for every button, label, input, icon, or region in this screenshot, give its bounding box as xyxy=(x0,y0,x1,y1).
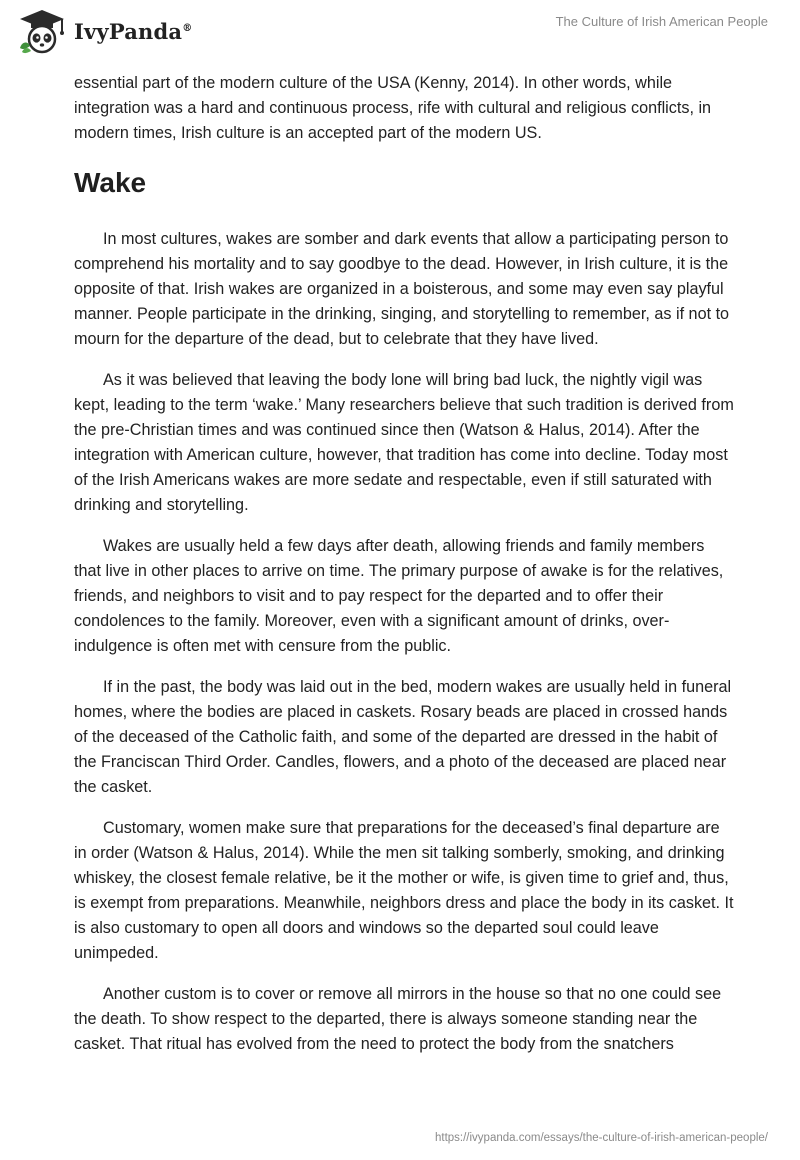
paragraph-continuation: essential part of the modern culture of the USA (Kenny, 2014). In other words, while integration was a hard and continuous process, rife with cultural and religious conflicts, in modern times, Irish culture is an accepted part of the modern US. xyxy=(74,74,712,142)
paragraph: Wakes are usually held a few days after death, allowing friends and family members that live in other places to arrive on time. The primary purpose of awake is for the relatives, friends, and neighbors to visit and to pay respect for the departed and to offer their condolences to the family. Moreover, even with a significant amount of drinks, over-indulgence is often met with censure from the public. xyxy=(74,537,724,655)
paragraph: Customary, women make sure that preparations for the deceased’s final departure are in order (Watson & Halus, 2014). While the men sit talking somberly, smoking, and drinking whiskey, the closest female relative, be it the mother or wife, is given time to grief and, thus, is exempt from preparations. Meanwhile, neighbors dress and place the body in its casket. It is also customary to open all doors and windows so the departed soul could leave unimpeded. xyxy=(74,819,734,962)
document-title: The Culture of Irish American People xyxy=(555,14,768,29)
page-header xyxy=(0,0,800,70)
paragraph: Another custom is to cover or remove all mirrors in the house so that no one could see the death. To show respect to the departed, there is always someone standing near the casket. That ritual has evolved from the need to protect the body from the snatchers xyxy=(74,985,722,1053)
article-body xyxy=(74,71,734,1073)
section-heading: Wake xyxy=(74,167,147,198)
source-url[interactable]: https://ivypanda.com/essays/the-culture-of-irish-american-people/ xyxy=(434,1132,768,1144)
ivypanda-logo[interactable] xyxy=(16,8,192,54)
brand-name: IvyPanda® xyxy=(74,18,193,44)
panda-graduate-icon xyxy=(16,8,68,54)
paragraph: If in the past, the body was laid out in the bed, modern wakes are usually held in funeral homes, where the bodies are placed in caskets. Rosary beads are placed in crossed hands of the deceased of the Catholic faith, and some of the departed are dressed in the habit of the Franciscan Third Order. Candles, flowers, and a photo of the deceased are placed near the casket. xyxy=(74,678,732,796)
paragraph: As it was believed that leaving the body lone will bring bad luck, the nightly vigil was kept, leading to the term ‘wake.’ Many researchers believe that such tradition is derived from the pre-Christian times and was continued since then (Watson & Halus, 2014). After the integration with American culture, however, that tradition has come into decline. Today most of the Irish Americans wakes are more sedate and respectable, even if still saturated with drinking and storytelling. xyxy=(74,371,734,514)
paragraph: In most cultures, wakes are somber and dark events that allow a participating person to comprehend his mortality and to say goodbye to the dead. However, in Irish culture, it is the opposite of that. Irish wakes are organized in a boisterous, and some may even say playful manner. People participate in the drinking, singing, and storytelling to remember, as if not to mourn for the departure of the dead, but to celebrate that they have lived. xyxy=(74,230,730,348)
